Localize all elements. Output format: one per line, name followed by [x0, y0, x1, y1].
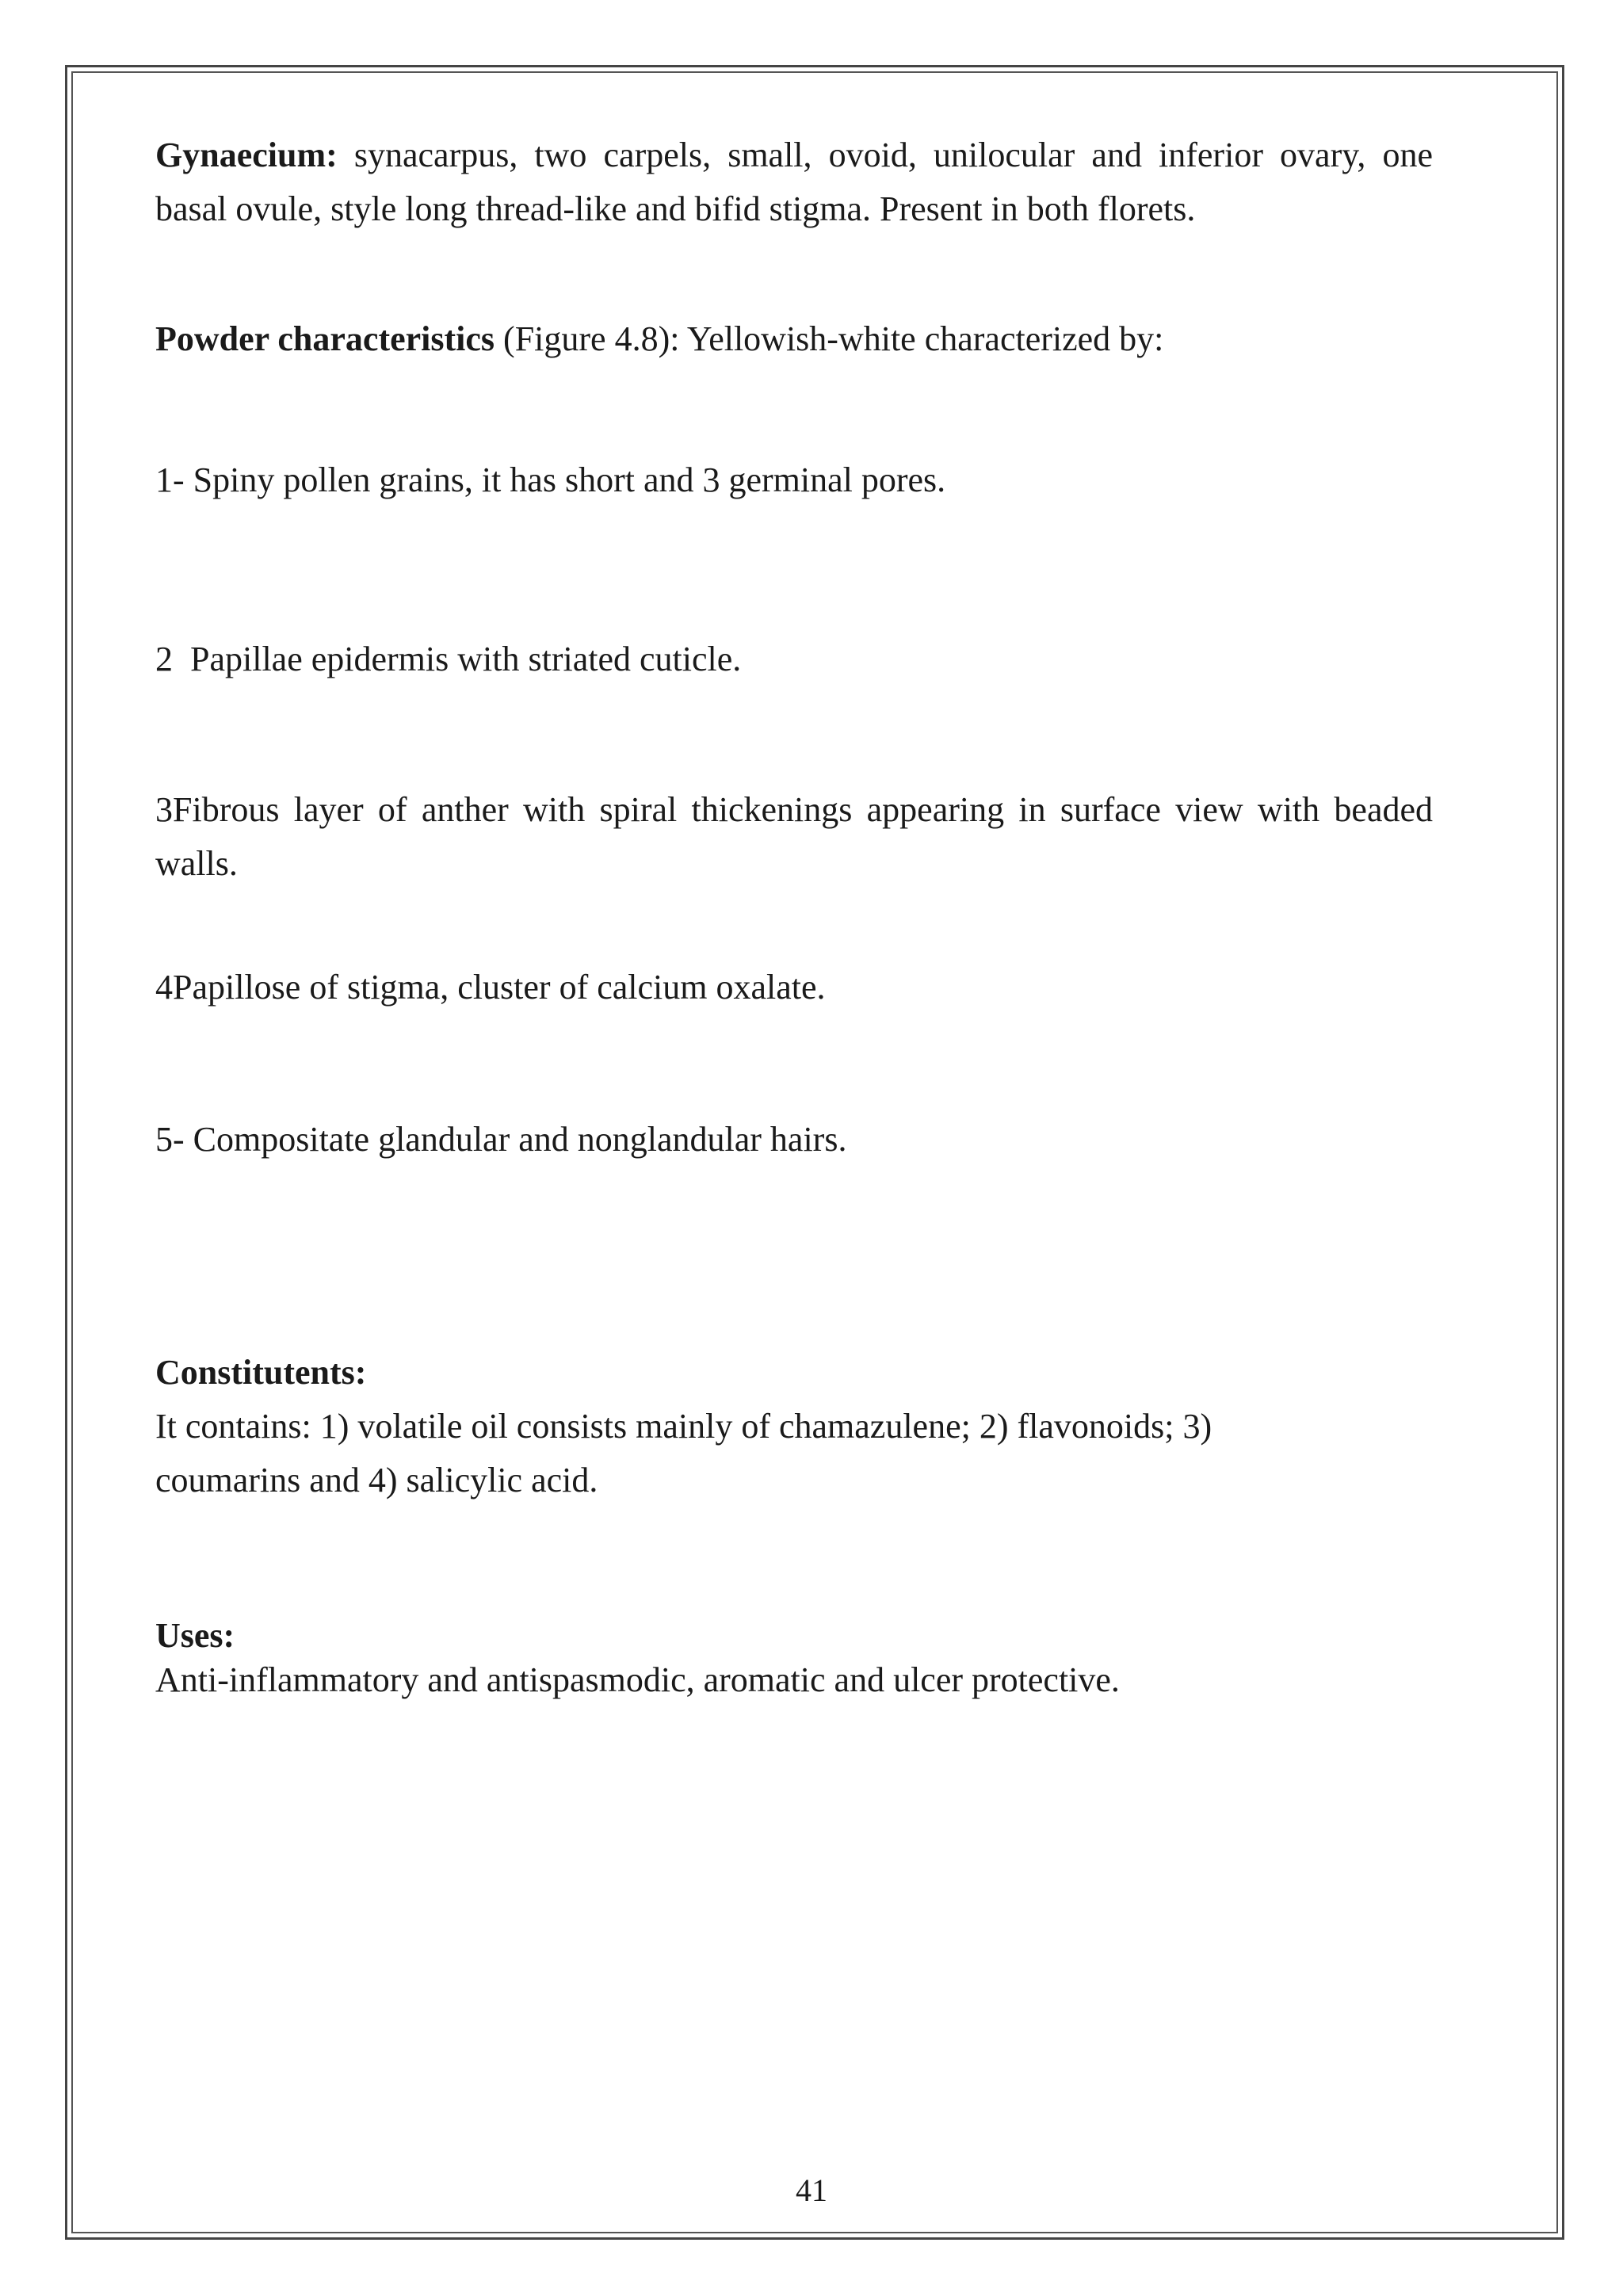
powder-characteristics-label: Powder characteristics — [155, 319, 495, 358]
gynaecium-text: synacarpus, two carpels, small, ovoid, unilocular and inferior ovary, one basal ovule, style long thread-like and bifid stigma. Present in both florets. — [155, 136, 1433, 228]
constituents-heading: Constitutents: — [155, 1353, 367, 1392]
powder-item-2: 2 Papillae epidermis with striated cuticle. — [155, 640, 742, 678]
uses-heading: Uses: — [155, 1616, 235, 1655]
page-number: 41 — [796, 2172, 827, 2208]
powder-characteristics-paragraph — [155, 312, 1433, 366]
powder-item-4: 4Papillose of stigma, cluster of calcium oxalate. — [155, 968, 826, 1007]
gynaecium-label: Gynaecium: — [155, 136, 338, 174]
constituents-line-2: coumarins and 4) salicylic acid. — [155, 1461, 598, 1499]
constituents-line-1: It contains: 1) volatile oil consists mainly of chamazulene; 2) flavonoids; 3) — [155, 1407, 1212, 1446]
powder-item-3: 3Fibrous layer of anther with spiral thickenings appearing in surface view with beaded walls. — [155, 790, 1433, 883]
gynaecium-paragraph — [155, 128, 1433, 236]
powder-item-5: 5- Compositate glandular and nonglandular hairs. — [155, 1120, 847, 1159]
powder-characteristics-text: (Figure 4.8): Yellowish-white characterized by: — [495, 319, 1164, 358]
uses-text: Anti-inflammatory and antispasmodic, aromatic and ulcer protective. — [155, 1660, 1120, 1699]
powder-item-1: 1- Spiny pollen grains, it has short and 3 germinal pores. — [155, 460, 946, 499]
